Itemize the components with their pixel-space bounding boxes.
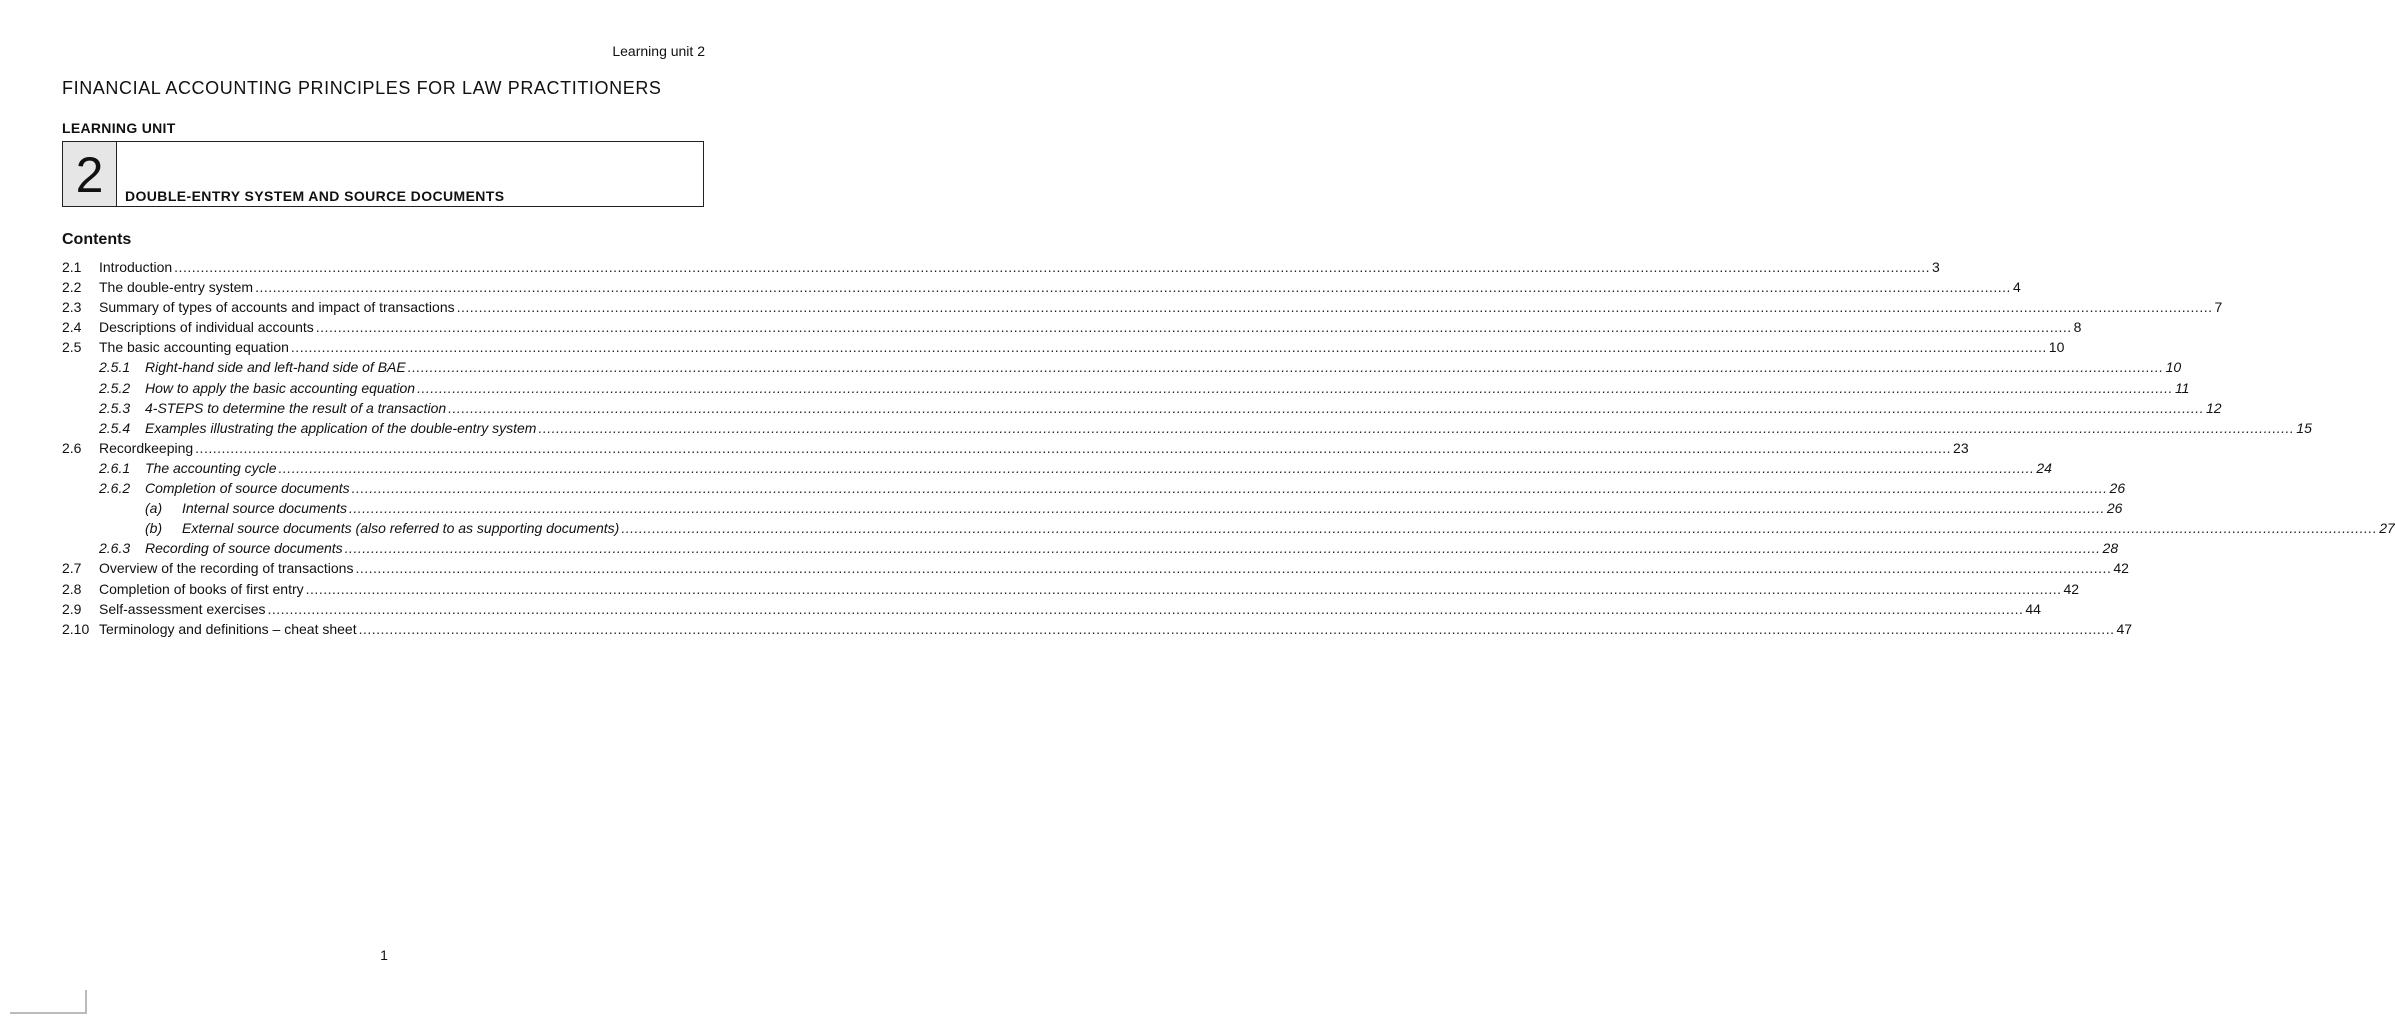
table-of-contents bbox=[62, 257, 2395, 639]
toc-leader-dots: ................................................................................................................................................................................................................................................................................................................................................................................................................ bbox=[290, 339, 2047, 356]
toc-entry[interactable] bbox=[62, 337, 2065, 357]
toc-leader-dots: ................................................................................................................................................................................................................................................................................................................................................................................................................ bbox=[348, 500, 2105, 517]
toc-entry-page: 28 bbox=[2102, 540, 2119, 557]
toc-leader-dots: ................................................................................................................................................................................................................................................................................................................................................................................................................ bbox=[621, 520, 2378, 537]
page-corner-mark bbox=[10, 990, 87, 1014]
toc-entry-title: Summary of types of accounts and impact of transactions bbox=[99, 299, 455, 316]
toc-entry[interactable] bbox=[62, 277, 2021, 297]
toc-entry-number: 2.3 bbox=[62, 299, 82, 316]
toc-entry-number: 2.5 bbox=[62, 339, 82, 356]
toc-entry-title: External source documents (also referred to as supporting documents) bbox=[182, 520, 620, 537]
toc-entry-page: 11 bbox=[2174, 379, 2190, 396]
toc-entry-page: 26 bbox=[2106, 500, 2123, 517]
toc-entry-title: Right-hand side and left-hand side of BAE bbox=[145, 359, 406, 376]
toc-entry-page: 15 bbox=[2296, 419, 2312, 436]
toc-entry-title: Recordkeeping bbox=[99, 439, 194, 456]
toc-entry[interactable] bbox=[62, 599, 2041, 619]
toc-entry-page: 47 bbox=[2116, 620, 2133, 637]
toc-entry-number: 2.6.1 bbox=[99, 459, 131, 476]
toc-leader-dots: ................................................................................................................................................................................................................................................................................................................................................................................................................ bbox=[448, 399, 2205, 416]
toc-entry[interactable] bbox=[62, 398, 2222, 418]
toc-entry-number: 2.9 bbox=[62, 600, 82, 617]
toc-entry-title: The accounting cycle bbox=[145, 459, 277, 476]
toc-entry-number: 2.8 bbox=[62, 580, 82, 597]
toc-entry[interactable] bbox=[62, 579, 2080, 599]
toc-entry-title: The basic accounting equation bbox=[99, 339, 289, 356]
toc-entry-number: 2.2 bbox=[62, 279, 82, 296]
toc-entry-number: (a) bbox=[145, 500, 163, 517]
toc-entry-page: 10 bbox=[2165, 359, 2182, 376]
toc-entry-number: 2.5.2 bbox=[99, 379, 131, 396]
toc-leader-dots: ................................................................................................................................................................................................................................................................................................................................................................................................................ bbox=[195, 439, 1952, 456]
toc-entry-number: 2.10 bbox=[62, 620, 90, 637]
toc-entry[interactable] bbox=[62, 558, 2129, 578]
running-header: Learning unit 2 bbox=[612, 43, 705, 59]
toc-entry-title: Completion of books of first entry bbox=[99, 580, 304, 597]
toc-entry[interactable] bbox=[62, 317, 2082, 337]
toc-entry-page: 42 bbox=[2063, 580, 2080, 597]
toc-entry[interactable] bbox=[62, 478, 2126, 498]
toc-entry-number: 2.5.1 bbox=[99, 359, 131, 376]
toc-leader-dots: ................................................................................................................................................................................................................................................................................................................................................................................................................ bbox=[315, 319, 2072, 336]
toc-entry-page: 4 bbox=[2012, 279, 2021, 296]
toc-entry[interactable] bbox=[62, 619, 2133, 639]
learning-unit-subtitle: DOUBLE-ENTRY SYSTEM AND SOURCE DOCUMENTS bbox=[125, 188, 505, 204]
toc-leader-dots: ................................................................................................................................................................................................................................................................................................................................................................................................................ bbox=[417, 379, 2173, 396]
toc-entry[interactable] bbox=[62, 257, 1940, 277]
toc-entry-number: 2.6 bbox=[62, 439, 82, 456]
toc-leader-dots: ................................................................................................................................................................................................................................................................................................................................................................................................................ bbox=[407, 359, 2164, 376]
toc-entry-page: 23 bbox=[1953, 439, 1969, 456]
toc-entry-page: 24 bbox=[2036, 459, 2052, 476]
toc-entry-title: Terminology and definitions – cheat sheet bbox=[99, 620, 357, 637]
toc-entry[interactable] bbox=[62, 357, 2182, 377]
learning-unit-box bbox=[62, 141, 704, 207]
toc-leader-dots: ................................................................................................................................................................................................................................................................................................................................................................................................................ bbox=[538, 419, 2295, 436]
toc-entry[interactable] bbox=[62, 498, 2123, 518]
toc-entry-title: Internal source documents bbox=[182, 500, 347, 517]
toc-entry[interactable] bbox=[62, 378, 2190, 398]
toc-entry[interactable] bbox=[62, 297, 2223, 317]
toc-entry-number: 2.5.4 bbox=[99, 419, 131, 436]
toc-entry-page: 44 bbox=[2025, 600, 2041, 617]
toc-entry-page: 12 bbox=[2206, 399, 2222, 416]
toc-entry-title: Overview of the recording of transactions bbox=[99, 560, 354, 577]
toc-entry[interactable] bbox=[62, 438, 1969, 458]
toc-entry[interactable] bbox=[62, 418, 2312, 438]
toc-entry-title: Descriptions of individual accounts bbox=[99, 319, 314, 336]
document-title: FINANCIAL ACCOUNTING PRINCIPLES FOR LAW PRACTITIONERS bbox=[62, 78, 662, 98]
toc-entry[interactable] bbox=[62, 458, 2052, 478]
toc-entry-number: 2.6.3 bbox=[99, 540, 131, 557]
toc-entry-page: 8 bbox=[2073, 319, 2082, 336]
toc-leader-dots: ................................................................................................................................................................................................................................................................................................................................................................................................................ bbox=[255, 279, 2011, 296]
toc-entry-number: 2.4 bbox=[62, 319, 82, 336]
toc-leader-dots: ................................................................................................................................................................................................................................................................................................................................................................................................................ bbox=[358, 620, 2115, 637]
toc-entry-page: 42 bbox=[2113, 560, 2129, 577]
toc-entry[interactable] bbox=[62, 538, 2119, 558]
toc-entry-page: 26 bbox=[2109, 480, 2126, 497]
toc-entry-number: 2.1 bbox=[62, 259, 82, 275]
toc-entry-title: How to apply the basic accounting equation bbox=[145, 379, 416, 396]
toc-entry-page: 3 bbox=[1932, 259, 1940, 275]
toc-entry-page: 7 bbox=[2214, 299, 2223, 316]
toc-leader-dots: ................................................................................................................................................................................................................................................................................................................................................................................................................ bbox=[305, 580, 2062, 597]
toc-entry-title: Introduction bbox=[99, 259, 173, 275]
toc-entry[interactable] bbox=[62, 518, 2395, 538]
toc-entry-title: 4-STEPS to determine the result of a transaction bbox=[145, 399, 447, 416]
toc-leader-dots: ................................................................................................................................................................................................................................................................................................................................................................................................................ bbox=[174, 259, 1931, 275]
toc-leader-dots: ................................................................................................................................................................................................................................................................................................................................................................................................................ bbox=[456, 299, 2213, 316]
toc-entry-title: Recording of source documents bbox=[145, 540, 343, 557]
toc-leader-dots: ................................................................................................................................................................................................................................................................................................................................................................................................................ bbox=[267, 600, 2024, 617]
toc-leader-dots: ................................................................................................................................................................................................................................................................................................................................................................................................................ bbox=[351, 480, 2108, 497]
toc-entry-page: 27 bbox=[2379, 520, 2395, 537]
learning-unit-number: 2 bbox=[63, 142, 117, 206]
toc-entry-title: Self-assessment exercises bbox=[99, 600, 266, 617]
learning-unit-label: LEARNING UNIT bbox=[62, 120, 176, 136]
toc-leader-dots: ................................................................................................................................................................................................................................................................................................................................................................................................................ bbox=[344, 540, 2101, 557]
toc-entry-number: 2.6.2 bbox=[99, 480, 131, 497]
toc-entry-number: 2.5.3 bbox=[99, 399, 131, 416]
toc-leader-dots: ................................................................................................................................................................................................................................................................................................................................................................................................................ bbox=[355, 560, 2112, 577]
toc-entry-title: Completion of source documents bbox=[145, 480, 350, 497]
toc-entry-title: Examples illustrating the application of the double-entry system bbox=[145, 419, 537, 436]
toc-entry-title: The double-entry system bbox=[99, 279, 254, 296]
toc-entry-number: 2.7 bbox=[62, 560, 82, 577]
toc-entry-number: (b) bbox=[145, 520, 163, 537]
toc-entry-page: 10 bbox=[2048, 339, 2065, 356]
toc-leader-dots: ................................................................................................................................................................................................................................................................................................................................................................................................................ bbox=[278, 459, 2035, 476]
contents-heading: Contents bbox=[62, 231, 132, 248]
page-number: 1 bbox=[380, 947, 388, 963]
